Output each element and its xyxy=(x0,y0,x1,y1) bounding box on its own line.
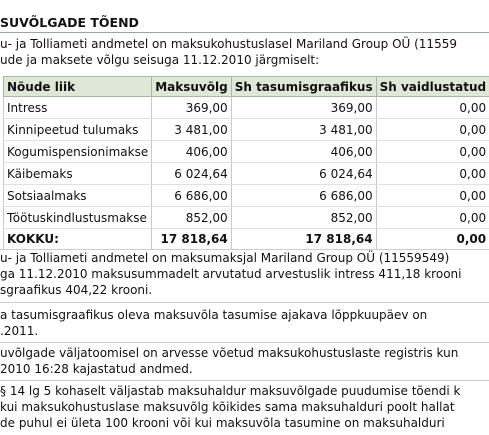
total-in-schedule-cell: 17 818,64 xyxy=(231,229,376,250)
table-row xyxy=(4,163,489,185)
legal-text-line-1: § 14 lg 5 kohaselt väljastab maksuhaldur maksuvõlgade puudumise tõendi k xyxy=(0,384,461,398)
claim-type-cell: Sotsiaalmaks xyxy=(4,185,152,207)
disputed-cell: 0,00 xyxy=(376,141,489,163)
table-row xyxy=(4,141,489,163)
table-row xyxy=(4,185,489,207)
document-title xyxy=(0,14,489,33)
table-total-row xyxy=(4,229,489,250)
separator xyxy=(0,342,489,343)
tax-debt-cell: 3 481,00 xyxy=(152,119,231,141)
disputed-cell: 0,00 xyxy=(376,185,489,207)
interest-text-line-1: u- ja Tolliameti andmetel on maksumaksjal Mariland Group OÜ (11559549) xyxy=(0,251,450,265)
disputed-cell: 0,00 xyxy=(376,97,489,119)
table-row xyxy=(4,119,489,141)
table-row xyxy=(4,97,489,119)
claim-type-cell: Kinnipeetud tulumaks xyxy=(4,119,152,141)
in-schedule-cell: 6 024,64 xyxy=(231,163,376,185)
separator xyxy=(0,302,489,303)
total-tax-debt-cell: 17 818,64 xyxy=(152,229,231,250)
claim-type-cell: Käibemaks xyxy=(4,163,152,185)
header-in-schedule: Sh tasumisgraafikus xyxy=(231,77,376,97)
in-schedule-cell: 369,00 xyxy=(231,97,376,119)
registry-text-line-1: uvõlgade väljatoomisel on arvesse võetud maksukohustuslaste registris kun xyxy=(0,346,459,360)
interest-text-line-3: sgraafikus 404,22 krooni. xyxy=(0,283,153,297)
in-schedule-cell: 852,00 xyxy=(231,207,376,229)
claim-type-cell: Kogumispensionimakse xyxy=(4,141,152,163)
separator xyxy=(0,249,489,250)
tax-debt-cell: 852,00 xyxy=(152,207,231,229)
table-row xyxy=(4,207,489,229)
tax-debt-cell: 6 686,00 xyxy=(152,185,231,207)
disputed-cell: 0,00 xyxy=(376,207,489,229)
intro-text-line-2: ude ja maksete võlgu seisuga 11.12.2010 järgmiselt: xyxy=(0,53,320,67)
tax-debt-cell: 369,00 xyxy=(152,97,231,119)
disputed-cell: 0,00 xyxy=(376,163,489,185)
tax-debt-cell: 406,00 xyxy=(152,141,231,163)
legal-text-line-3: de puhul ei ületa 100 krooni või kui maksuvõla tasumine on maksuhalduri xyxy=(0,416,445,430)
interest-text-line-2: ga 11.12.2010 maksusummadelt arvutatud arvestuslik intress 411,18 krooni xyxy=(0,267,462,281)
schedule-text-line-2: .2011. xyxy=(0,324,39,338)
debt-table xyxy=(3,76,489,250)
claim-type-cell: Intress xyxy=(4,97,152,119)
separator xyxy=(0,380,489,381)
in-schedule-cell: 3 481,00 xyxy=(231,119,376,141)
claim-type-cell: Töötuskindlustusmakse xyxy=(4,207,152,229)
in-schedule-cell: 6 686,00 xyxy=(231,185,376,207)
total-label-cell: KOKKU: xyxy=(4,229,152,250)
legal-text-line-2: kui maksukohustuslase maksuvõlg kõikides sama maksuhalduri poolt hallat xyxy=(0,400,455,414)
disputed-cell: 0,00 xyxy=(376,119,489,141)
header-claim-type: Nõude liik xyxy=(4,77,152,97)
in-schedule-cell: 406,00 xyxy=(231,141,376,163)
tax-debt-cell: 6 024,64 xyxy=(152,163,231,185)
intro-text-line-1: u- ja Tolliameti andmetel on maksukohustuslasel Mariland Group OÜ (11559 xyxy=(0,37,457,51)
header-disputed: Sh vaidlustatud xyxy=(376,77,489,97)
total-disputed-cell: 0,00 xyxy=(376,229,489,250)
registry-text-line-2: 2010 16:28 kajastatud andmed. xyxy=(0,362,193,376)
schedule-text-line-1: a tasumisgraafikus oleva maksuvõla tasumise ajakava lõppkuupäev on xyxy=(0,308,428,322)
document-title-text: SUVÕLGADE TÕEND xyxy=(0,15,139,30)
header-tax-debt: Maksuvõlg xyxy=(152,77,231,97)
debt-table-header-row xyxy=(4,77,489,97)
